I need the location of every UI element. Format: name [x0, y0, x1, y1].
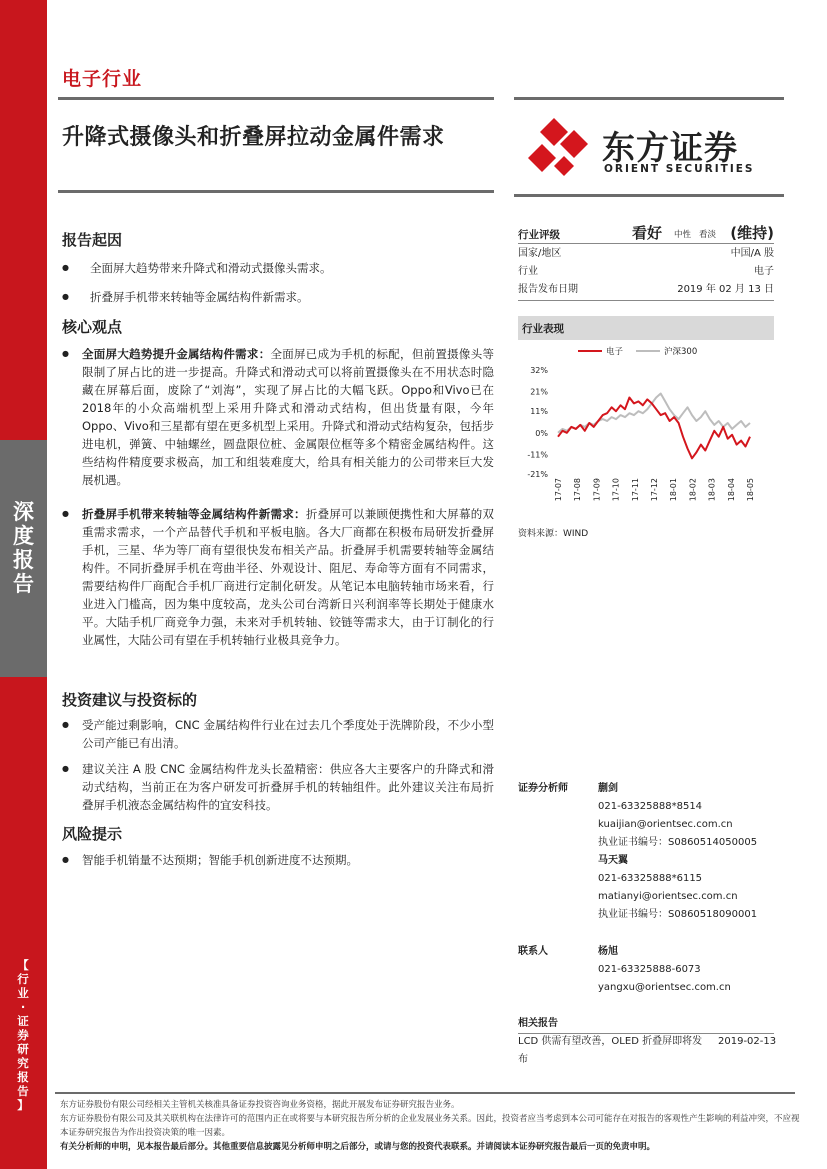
bullet-icon: ●: [62, 292, 69, 301]
bullet-icon: ●: [62, 263, 69, 272]
legend-label: 沪深300: [664, 347, 698, 357]
header-rule-left-bottom: [58, 190, 494, 193]
orient-logo-icon: [528, 116, 592, 180]
bullet-icon: ●: [62, 764, 69, 773]
x-tick-label: 18-03: [707, 478, 717, 502]
info-value: 中国/A 股: [730, 248, 774, 259]
logo-text-cn: 东方证券: [602, 128, 738, 167]
rating-value: 看好: [632, 224, 663, 242]
analyst-phone: 021-63325888*8514: [598, 801, 703, 812]
footer-line-3: 有关分析师的申明，见本报告最后部分。其他重要信息披露见分析师申明之后部分，或请与您的投资代表联系。并请阅读本证券研究报告最后一页的免责申明。: [60, 1142, 656, 1152]
x-tick-label: 18-02: [688, 478, 698, 502]
origin-item: 折叠屏手机带来转轴等金属结构件新需求。: [90, 290, 309, 304]
related-item-text[interactable]: LCD 供需有望改善，OLED 折叠屏即将发布: [518, 1036, 703, 1065]
contact-label: 联系人: [518, 946, 548, 957]
perf-chart: [518, 344, 774, 504]
core-item-lead: 全面屏大趋势提升金属结构件需求：: [82, 347, 271, 361]
analyst-email[interactable]: matianyi@orientsec.com.cn: [598, 891, 738, 902]
y-tick-label: 0%: [535, 428, 548, 438]
info-value: 2019 年 02 月 13 日: [677, 284, 774, 295]
footer-line-2: 东方证券股份有限公司及其关联机构在法律许可的范围内正在或将要与本研究报告所分析的企业发展业务关系。因此，投资者应当考虑到本公司可能存在对报告的客观性产生影响的利益冲突，不应视本证券研究报告为作出投资决策的唯一因素。: [60, 1114, 800, 1138]
report-title: 升降式摄像头和折叠屏拉动金属件需求: [62, 125, 445, 150]
report-series-label: 【 行 业 · 证 券 研 究 报 告 】: [17, 958, 29, 1112]
perf-title-bar: [518, 316, 774, 340]
y-tick-label: -21%: [527, 470, 548, 479]
section-origin-title: 报告起因: [62, 231, 123, 249]
info-label: 行业: [518, 266, 538, 277]
x-tick-label: 18-04: [726, 478, 736, 502]
core-item-text: 全面屏已成为手机的标配，但前置摄像头等限制了屏占比的进一步提高。升降式和滑动式可以将前置摄像头在不用状态时隐藏在屏幕后面，废除了“刘海”，实现了屏占比的大幅飞跃。Oppo和Vivo已在2018年的小众高端机型上采用升降式和滑动式结构，但出货量有限，今年Oppo、Vivo和三星都有望在更多机型上采用。升降式和滑动式结构复杂，包括步进电机，弹簧、中轴螺丝，圆盘限位桩、金属限位框等多个精密金属结构件。这些结构件精度要求极高，加工和组装难度大，给具有相关能力的公司带来巨大发展机遇。: [82, 347, 494, 487]
x-tick-label: 18-05: [746, 478, 755, 502]
logo-text-en: ORIENT SECURITIES: [604, 163, 755, 175]
footer-rule: [55, 1092, 795, 1094]
related-item-date: 2019-02-13: [718, 1036, 777, 1047]
advice-item: 受产能过剩影响，CNC 金属结构件行业在过去几个季度处于洗牌阶段，不少小型公司产能已有出清。: [82, 718, 494, 750]
analyst-cert: 执业证书编号：S0860518090001: [598, 909, 758, 920]
contact-name: 杨旭: [598, 946, 618, 957]
rating-maintain: (维持): [730, 224, 774, 242]
core-item-lead: 折叠屏手机带来转轴等金属结构件新需求：: [82, 507, 306, 521]
footer-line-1: 东方证券股份有限公司经相关主管机关核准具备证券投资咨询业务资格，据此开展发布证券研究报告业务。: [60, 1100, 460, 1110]
industry-label: 电子行业: [62, 68, 143, 90]
x-tick-label: 17-09: [592, 478, 602, 502]
x-tick-label: 17-11: [630, 478, 640, 502]
header-rule-right-top: [514, 97, 784, 100]
analyst-cert: 执业证书编号：S0860514050005: [598, 837, 758, 848]
analyst-email[interactable]: kuaijian@orientsec.com.cn: [598, 819, 733, 830]
y-tick-label: 21%: [530, 387, 548, 397]
core-item: [82, 345, 494, 489]
section-advice-title: 投资建议与投资标的: [62, 691, 198, 709]
header-rule-left-top: [58, 97, 494, 100]
rating-neutral: 中性: [674, 230, 692, 240]
x-tick-label: 17-12: [650, 478, 659, 502]
legend-label: 电子: [606, 347, 624, 357]
perf-title: 行业表现: [522, 323, 564, 335]
analyst-name: 蒯剑: [598, 783, 618, 794]
related-title: 相关报告: [518, 1018, 558, 1029]
core-item-text: 折叠屏可以兼顾便携性和大屏幕的双重需求需求，一个产品替代手机和平板电脑。各大厂商都在积极布局研发折叠屏手机，三星、华为等厂商有望很快发布相关产品。折叠屏手机需要转轴等金属结构件。不同折叠屏手机在弯曲半径、外观设计、阻尼、寿命等方面有不同需求，需要结构件厂商配合手机厂商进行定制化研发。从笔记本电脑转轴市场来看，行业进入门槛高，因为集中度较高，龙头公司台湾新日兴利润率等长期处于健康水平。大陆手机厂商竞争力强，未来对手机转轴、铰链等需求大，由于订制化的行业属性，大陆公司有望在手机转轴行业极具竞争力。: [82, 507, 495, 647]
bullet-icon: ●: [62, 509, 69, 518]
core-item: [82, 505, 494, 649]
info-label: 国家/地区: [518, 248, 562, 259]
info-value: 电子: [754, 266, 774, 277]
x-tick-label: 17-10: [611, 478, 621, 502]
analyst-label: 证券分析师: [518, 783, 568, 794]
rating-label: 行业评级: [518, 229, 560, 241]
contact-phone: 021-63325888-6073: [598, 964, 701, 975]
rating-rule-bottom: [518, 300, 774, 301]
origin-item: 全面屏大趋势带来升降式和滑动式摄像头需求。: [90, 261, 332, 275]
bullet-icon: ●: [62, 855, 69, 864]
perf-source: 资料来源：WIND: [518, 529, 589, 539]
rating-bearish: 看淡: [699, 230, 717, 240]
x-tick-label: 17-08: [573, 478, 583, 502]
info-label: 报告发布日期: [518, 284, 578, 295]
y-tick-label: 11%: [530, 407, 548, 417]
contact-email[interactable]: yangxu@orientsec.com.cn: [598, 982, 731, 993]
rating-info-row: [518, 263, 774, 281]
rating-info-row: [518, 245, 774, 263]
y-tick-label: -11%: [527, 450, 548, 460]
analyst-name: 马天翼: [598, 855, 628, 866]
x-tick-label: 17-07: [554, 478, 563, 502]
header-rule-right-bottom: [514, 194, 784, 197]
rating-rule: [518, 243, 774, 244]
x-tick-label: 18-01: [669, 478, 679, 502]
rating-info-row: [518, 281, 774, 299]
y-tick-label: 32%: [530, 366, 548, 375]
series-line-电子: [558, 398, 750, 459]
bullet-icon: ●: [62, 720, 69, 729]
risk-item: 智能手机销量不达预期；智能手机创新进度不达预期。: [82, 853, 358, 867]
advice-item: 建议关注 A 股 CNC 金属结构件龙头长盈精密：供应各大主要客户的升降式和滑动式结构，当前正在为客户研发可折叠屏手机的转轴组件。此外建议关注布局折叠屏手机液态金属结构件的宜安科技。: [82, 762, 494, 812]
section-core-title: 核心观点: [62, 318, 123, 336]
section-risk-title: 风险提示: [62, 825, 123, 843]
analyst-phone: 021-63325888*6115: [598, 873, 703, 884]
report-type-label: 深 度 报 告: [13, 500, 34, 596]
bullet-icon: ●: [62, 349, 69, 358]
